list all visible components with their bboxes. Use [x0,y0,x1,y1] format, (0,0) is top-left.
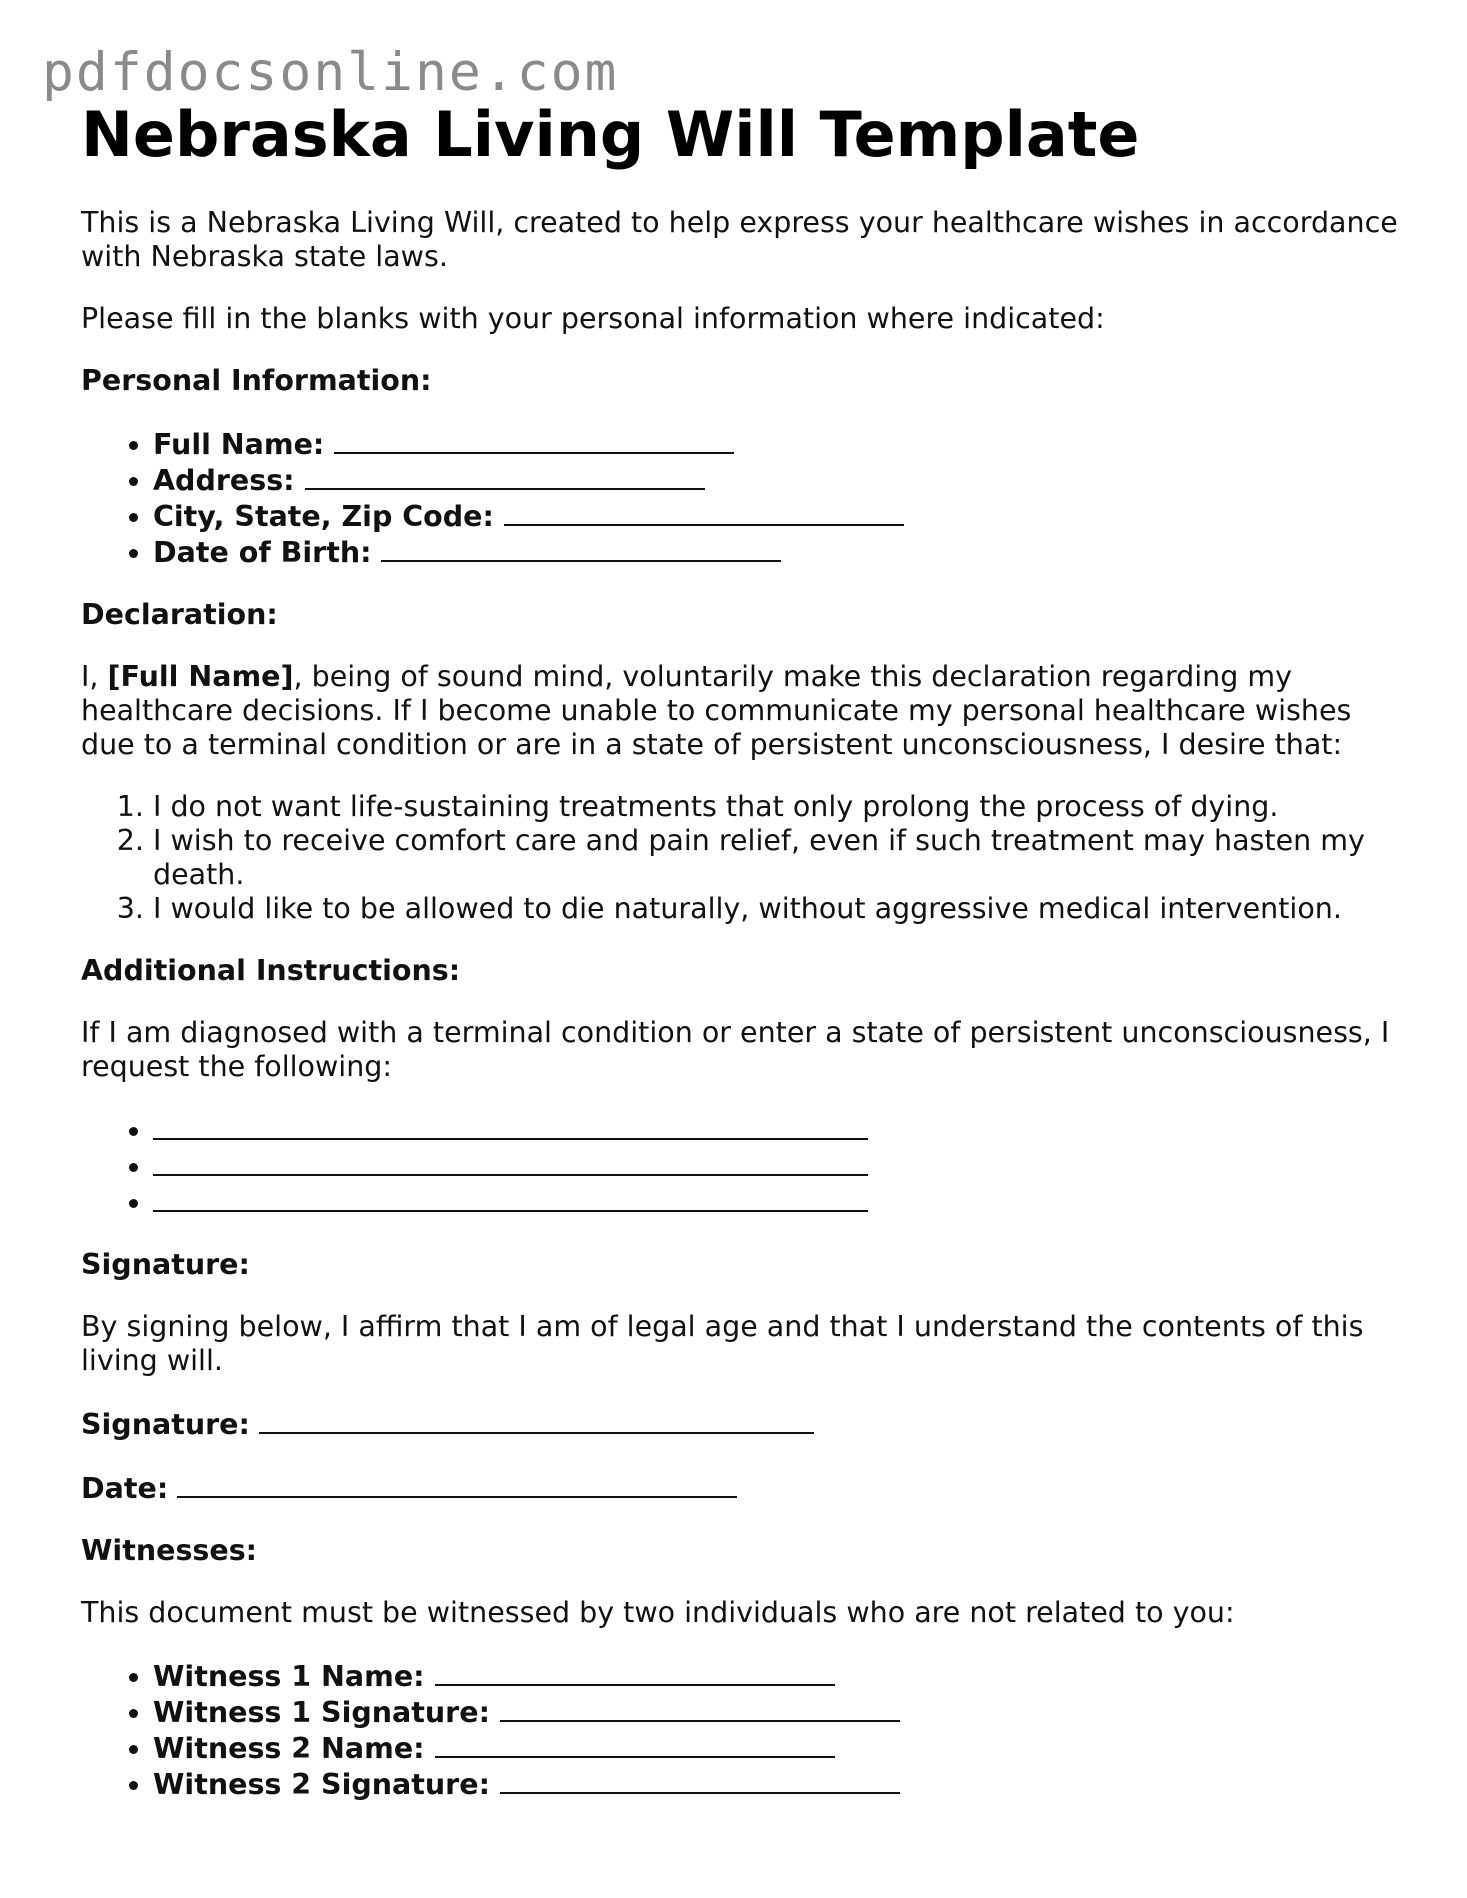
watermark: pdfdocsonline.com [42,42,619,103]
signature-label: Signature: [81,1408,250,1442]
declaration-item: 1. I do not want life-sustaining treatments that only prolong the process of dying. [153,790,1401,824]
additional-instructions-paragraph: If I am diagnosed with a terminal condition or enter a state of persistent unconsciousness, I request the following: [81,1016,1390,1084]
instruction-blank[interactable] [153,1148,868,1176]
declaration-list [81,790,1401,926]
witnesses-paragraph: This document must be witnessed by two individuals who are not related to you: [81,1596,1235,1630]
date-blank[interactable] [177,1470,737,1498]
intro-paragraph: This is a Nebraska Living Will, created to help express your healthcare wishes in accordance with Nebraska state laws. [81,206,1398,274]
address-field[interactable] [153,462,1401,498]
document-body [81,98,1401,1830]
instruction-blank[interactable] [153,1112,868,1140]
personal-info-list [81,426,1401,570]
full-name-placeholder: [Full Name] [107,660,294,694]
declaration-item: 3. I would like to be allowed to die naturally, without aggressive medical intervention. [153,892,1401,926]
signature-field[interactable] [81,1406,1401,1442]
field-label: Address: [153,464,295,498]
full-name-field[interactable] [153,426,1401,462]
instruction-blank-item[interactable] [153,1148,1401,1184]
city-state-zip-blank[interactable] [504,498,904,526]
field-label: Date of Birth: [153,536,372,570]
address-blank[interactable] [305,462,705,490]
witness-2-name-blank[interactable] [435,1730,835,1758]
additional-instructions-list [81,1112,1401,1220]
field-label: Witness 1 Signature: [153,1696,490,1730]
personal-info-heading: Personal Information: [81,364,432,398]
declaration-heading: Declaration: [81,598,278,632]
field-label: City, State, Zip Code: [153,500,494,534]
date-of-birth-field[interactable] [153,534,1401,570]
declaration-paragraph [81,660,1401,762]
witness-2-signature-field[interactable] [153,1766,1401,1802]
witness-1-name-blank[interactable] [435,1658,835,1686]
additional-instructions-heading: Additional Instructions: [81,954,461,988]
witness-1-signature-blank[interactable] [500,1694,900,1722]
witnesses-heading: Witnesses: [81,1534,258,1568]
instruction-paragraph: Please fill in the blanks with your personal information where indicated: [81,302,1105,336]
instruction-blank-item[interactable] [153,1112,1401,1148]
page-title: Nebraska Living Will Template [81,98,1140,171]
signature-heading: Signature: [81,1248,250,1282]
field-label: Witness 2 Signature: [153,1768,490,1802]
declaration-prefix: I, [81,660,108,694]
date-field[interactable] [81,1470,1401,1506]
date-of-birth-blank[interactable] [381,534,781,562]
declaration-item: 2. I wish to receive comfort care and pain relief, even if such treatment may hasten my death. [153,824,1401,892]
field-label: Witness 2 Name: [153,1732,425,1766]
field-label: Full Name: [153,428,325,462]
declaration-text: , being of sound mind, voluntarily make this declaration regarding my healthcare decisions. If I become unable to communicate my personal healthcare wishes due to a terminal condition or are in a state of persistent unconsciousness, I desire that: [81,660,1352,762]
witnesses-list [81,1658,1401,1802]
field-label: Witness 1 Name: [153,1660,425,1694]
witness-1-name-field[interactable] [153,1658,1401,1694]
date-label: Date: [81,1472,169,1506]
witness-2-signature-blank[interactable] [500,1766,900,1794]
witness-1-signature-field[interactable] [153,1694,1401,1730]
instruction-blank[interactable] [153,1184,868,1212]
city-state-zip-field[interactable] [153,498,1401,534]
signature-blank[interactable] [259,1406,814,1434]
instruction-blank-item[interactable] [153,1184,1401,1220]
full-name-blank[interactable] [334,426,734,454]
witness-2-name-field[interactable] [153,1730,1401,1766]
signature-paragraph: By signing below, I affirm that I am of legal age and that I understand the contents of this living will. [81,1310,1364,1378]
